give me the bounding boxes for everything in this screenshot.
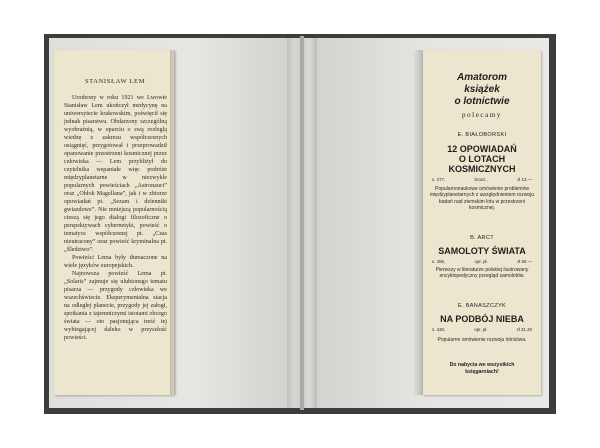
book-description: Pierwszy w literaturze polskiej ilustrowany encyklopedyczny przegląd samolotów. [435,267,529,280]
book-title-line: KOSMICZNYCH [448,164,516,174]
book-title-line: 12 OPOWIADAŃ [447,144,517,154]
book-meta [432,327,532,332]
flap-title-line: o lotnictwie [454,96,510,107]
book-price: zł 50.— [517,259,532,264]
book-price: zł 13.— [517,177,532,182]
book-author: E. BANASZCZYK [457,303,507,309]
book-author: E. BIAŁOBORSKI [457,132,507,138]
book-author: B. ARCT [470,235,494,241]
book-pages: s. 356, [432,259,446,264]
book-price: zł 31.20 [516,327,532,332]
right-flap-shadow [413,50,423,395]
bio-paragraph: Powieści Lema były tłumaczone na wiele języków europejskich. [64,255,167,269]
book-pages: s. 430, [432,327,446,332]
book-binding: opr. pł. [474,327,488,332]
spine-crease [300,36,304,410]
book-title: SAMOLOTY ŚWIATA [438,246,526,256]
recommend-label: polecamy [461,111,502,119]
availability-note [425,362,539,376]
left-flap-shadow [170,50,178,395]
book-description: Popularnonaukowe omówienie problemów międzyplanetarnych z uwzględnieniem rozwoju badań nad ziemskim lotu w przestrzeni kosmicznej. [429,186,535,211]
flap-title-line: Amatorom [456,72,507,83]
book-title [425,144,539,174]
availability-line: księgarniach! [465,369,499,375]
book-binding: opr. pł. [474,259,488,264]
author-bio [64,94,167,342]
book-title: NA PODBÓJ NIEBA [440,314,524,324]
author-heading: STANISŁAW LEM [84,78,146,85]
book-meta [432,177,532,182]
bio-paragraph: Najnowsza powieść Lema pt. „Solaris” zajmuje się ulubionego tematu pisarza — przygody człowieka we wszechświecie. Eksperymentalna stacja na odległej planecie, przygody jej załogi, spotkania z tajemniczymi istotami obcego świata — oto pasjonująca treść tej wybiegającej daleko w przyszłość powieści. [64,271,167,341]
flap-title-line: książek [464,84,500,95]
book-pages: s. 277, [432,177,446,182]
book-title-line: O LOTACH [458,154,506,164]
book-meta [432,259,532,264]
availability-line: Do nabycia we wszystkich [449,362,515,368]
book-binding: brosz., [474,177,488,182]
bio-paragraph: Urodzony w roku 1921 we Lwowie Stanisław Lem ukończył medycynę na uniwersytecie krakowskim, poświęcił się jednak pisarstwu. Obdarzony szczególną wyobraźnią, w oparciu o swą rozległą wiedzę z zakresu współczesnych osiągnięć, przygotował i przeprowadził opanowanie przestrzeni kosmicznej przez człowieka — Lem przybliżył do czytelnika wspaniałe więc podróże międzyplanetarne w niezwykle popularnych powieściach „Astronauci” oraz „Obłok Magellana”, jak i w zbiorze opowiadań pt. „Sezam i dzienniki gwiazdowe”. Nie mniejszą popularnością cieszą się jego dialogi filozoficzne o perspektywach cybernetyki, powieść o tematyce współczesnej pt. „Czas nieutracony” oraz powieść kryminalna pt. „Śledztwo”. [64,95,167,253]
flap-title [425,72,539,108]
book-description: Popularne omówienie rozwoju lotnictwa. [437,337,527,343]
